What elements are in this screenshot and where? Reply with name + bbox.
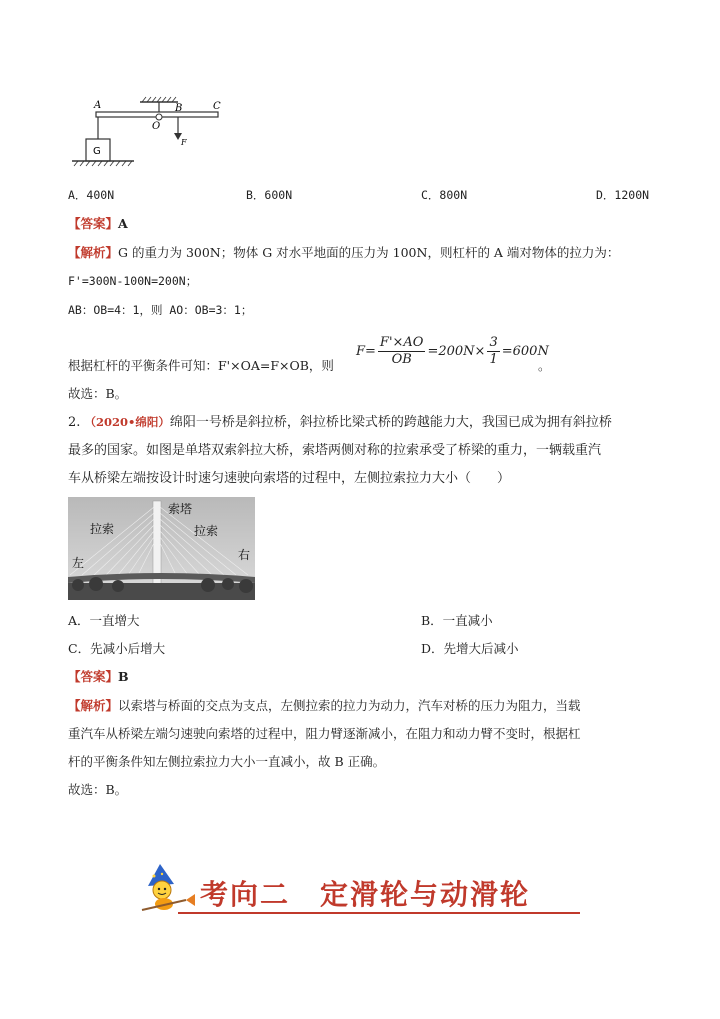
q1-analysis-line4: 根据杠杆的平衡条件可知：F'×OA=F×OB，则 bbox=[68, 358, 334, 373]
photo-label-tower: 索塔 bbox=[168, 502, 193, 516]
q2-analysis-line1: 【解析】以索塔与桥面的交点为支点，左侧拉索的拉力为动力，汽车对桥的压力为阻力，当载 bbox=[68, 698, 581, 713]
q1-option-d: D．1200N bbox=[596, 188, 650, 202]
q2-option-d: D．先增大后减小 bbox=[421, 641, 519, 656]
photo-label-cable-right: 拉索 bbox=[194, 524, 219, 538]
label-a: A bbox=[94, 100, 102, 111]
answer-value: A bbox=[118, 216, 128, 231]
q1-conclusion: 故选：B。 bbox=[68, 386, 128, 401]
section-underline bbox=[178, 912, 580, 914]
section-title: 考向二 定滑轮与动滑轮 bbox=[200, 878, 531, 911]
q1-formula-end: 。 bbox=[538, 358, 551, 373]
photo-label-left: 左 bbox=[72, 556, 85, 570]
photo-label-right: 右 bbox=[238, 548, 251, 562]
q1-formula: F= $\frac{F'\times AO}{OB}$ =200N× $\frac{3}{1}$ =600N bbox=[356, 334, 549, 367]
label-o: O bbox=[152, 121, 161, 132]
q2-option-c: C．先减小后增大 bbox=[68, 641, 166, 656]
q1-analysis-line1: 【解析】G 的重力为 300N；物体 G 对水平地面的压力为 100N，则杠杆的 A 端对物体的拉力为： bbox=[68, 245, 620, 260]
q1-analysis-line2: F'=300N-100N=200N； bbox=[68, 274, 198, 288]
q1-answer bbox=[68, 215, 128, 233]
q2-source: （2020•绵阳） bbox=[84, 415, 170, 429]
q2-analysis-line3: 杆的平衡条件知左侧拉索拉力大小一直减小，故 B 正确。 bbox=[68, 754, 386, 769]
bridge-photo bbox=[68, 497, 255, 600]
q2-stem-line2: 最多的国家。如图是单塔双索斜拉大桥，索塔两侧对称的拉索承受了桥梁的重力，一辆载重汽 bbox=[68, 443, 602, 458]
answer-tag: 【答案】 bbox=[68, 216, 119, 231]
q2-conclusion: 故选：B。 bbox=[68, 782, 128, 797]
label-b: B bbox=[175, 103, 183, 114]
q2-analysis-line2: 重汽车从桥梁左端匀速驶向索塔的过程中，阻力臂逐渐减小，在阻力和动力臂不变时，根据杠 bbox=[68, 726, 581, 741]
q2-option-b: B．一直减小 bbox=[421, 613, 493, 628]
label-f: F bbox=[181, 138, 187, 147]
wizard-mascot-icon bbox=[140, 860, 196, 916]
q1-option-a: A．400N bbox=[68, 188, 115, 202]
q2-stem-line1: 2. （2020•绵阳）绵阳一号桥是斜拉桥，斜拉桥比梁式桥的跨越能力大，我国已成为拥有斜拉桥 bbox=[68, 415, 612, 430]
q2-stem-line3: 车从桥梁左端按设计时速匀速驶向索塔的过程中，左侧拉索拉力大小（ ） bbox=[68, 471, 511, 486]
label-c: C bbox=[213, 101, 221, 112]
photo-label-cable-left: 拉索 bbox=[90, 522, 115, 536]
label-g: G bbox=[93, 146, 101, 157]
q1-analysis-line3: AB：OB=4：1，则 AO：OB=3：1； bbox=[68, 303, 253, 317]
q2-answer: 【答案】B bbox=[68, 669, 129, 684]
q2-option-a: A．一直增大 bbox=[68, 613, 140, 628]
lever-diagram bbox=[68, 95, 238, 175]
analysis-tag: 【解析】 bbox=[68, 245, 119, 260]
q1-option-c: C．800N bbox=[421, 188, 468, 202]
q1-option-b: B．600N bbox=[246, 188, 293, 202]
